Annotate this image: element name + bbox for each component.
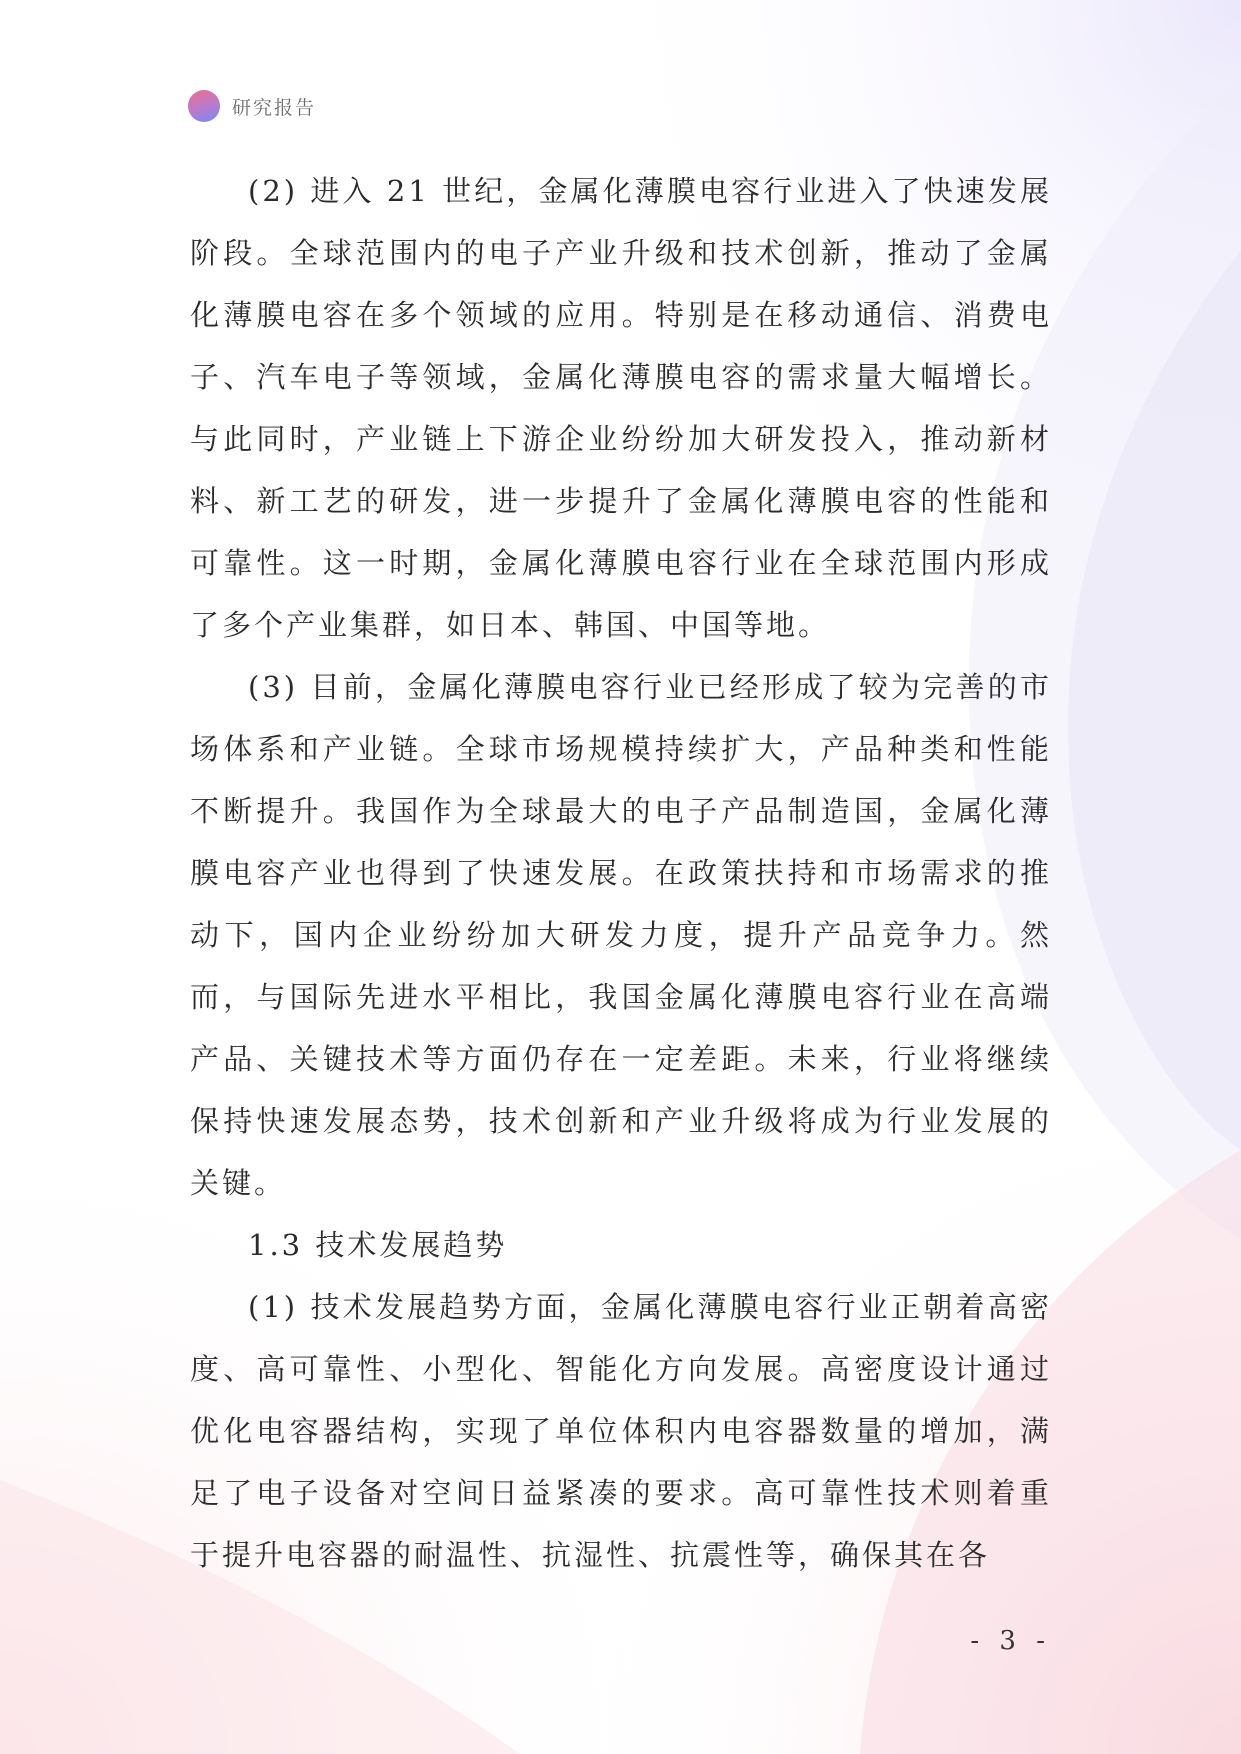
section-heading: 1.3 技术发展趋势 — [248, 1228, 508, 1262]
report-logo-icon — [188, 90, 220, 122]
report-body — [190, 160, 1052, 1586]
report-header — [188, 88, 316, 124]
page-number: - 3 - — [970, 1626, 1051, 1656]
body-paragraph-3: (1) 技术发展趋势方面，金属化薄膜电容行业正朝着高密度、高可靠性、小型化、智能化方向发展。高密度设计通过优化电容器结构，实现了单位体积内电容器数量的增加，满足了电子设备对空间日益紧凑的要求。高可靠性技术则着重于提升电容器的耐温性、抗湿性、抗震性等，确保其在各 — [190, 1290, 1052, 1572]
body-paragraph-1: (2) 进入 21 世纪，金属化薄膜电容行业进入了快速发展阶段。全球范围内的电子产业升级和技术创新，推动了金属化薄膜电容在多个领域的应用。特别是在移动通信、消费电子、汽车电子等领域，金属化薄膜电容的需求量大幅增长。与此同时，产业链上下游企业纷纷加大研发投入，推动新材料、新工艺的研发，进一步提升了金属化薄膜电容的性能和可靠性。这一时期，金属化薄膜电容行业在全球范围内形成了多个产业集群，如日本、韩国、中国等地。 — [190, 174, 1052, 642]
header-title: 研究报告 — [232, 96, 317, 119]
body-paragraph-2: (3) 目前，金属化薄膜电容行业已经形成了较为完善的市场体系和产业链。全球市场规模持续扩大，产品种类和性能不断提升。我国作为全球最大的电子产品制造国，金属化薄膜电容产业也得到了快速发展。在政策扶持和市场需求的推动下，国内企业纷纷加大研发力度，提升产品竞争力。然而，与国际先进水平相比，我国金属化薄膜电容行业在高端产品、关键技术等方面仍存在一定差距。未来，行业将继续保持快速发展态势，技术创新和产业升级将成为行业发展的关键。 — [190, 670, 1052, 1200]
